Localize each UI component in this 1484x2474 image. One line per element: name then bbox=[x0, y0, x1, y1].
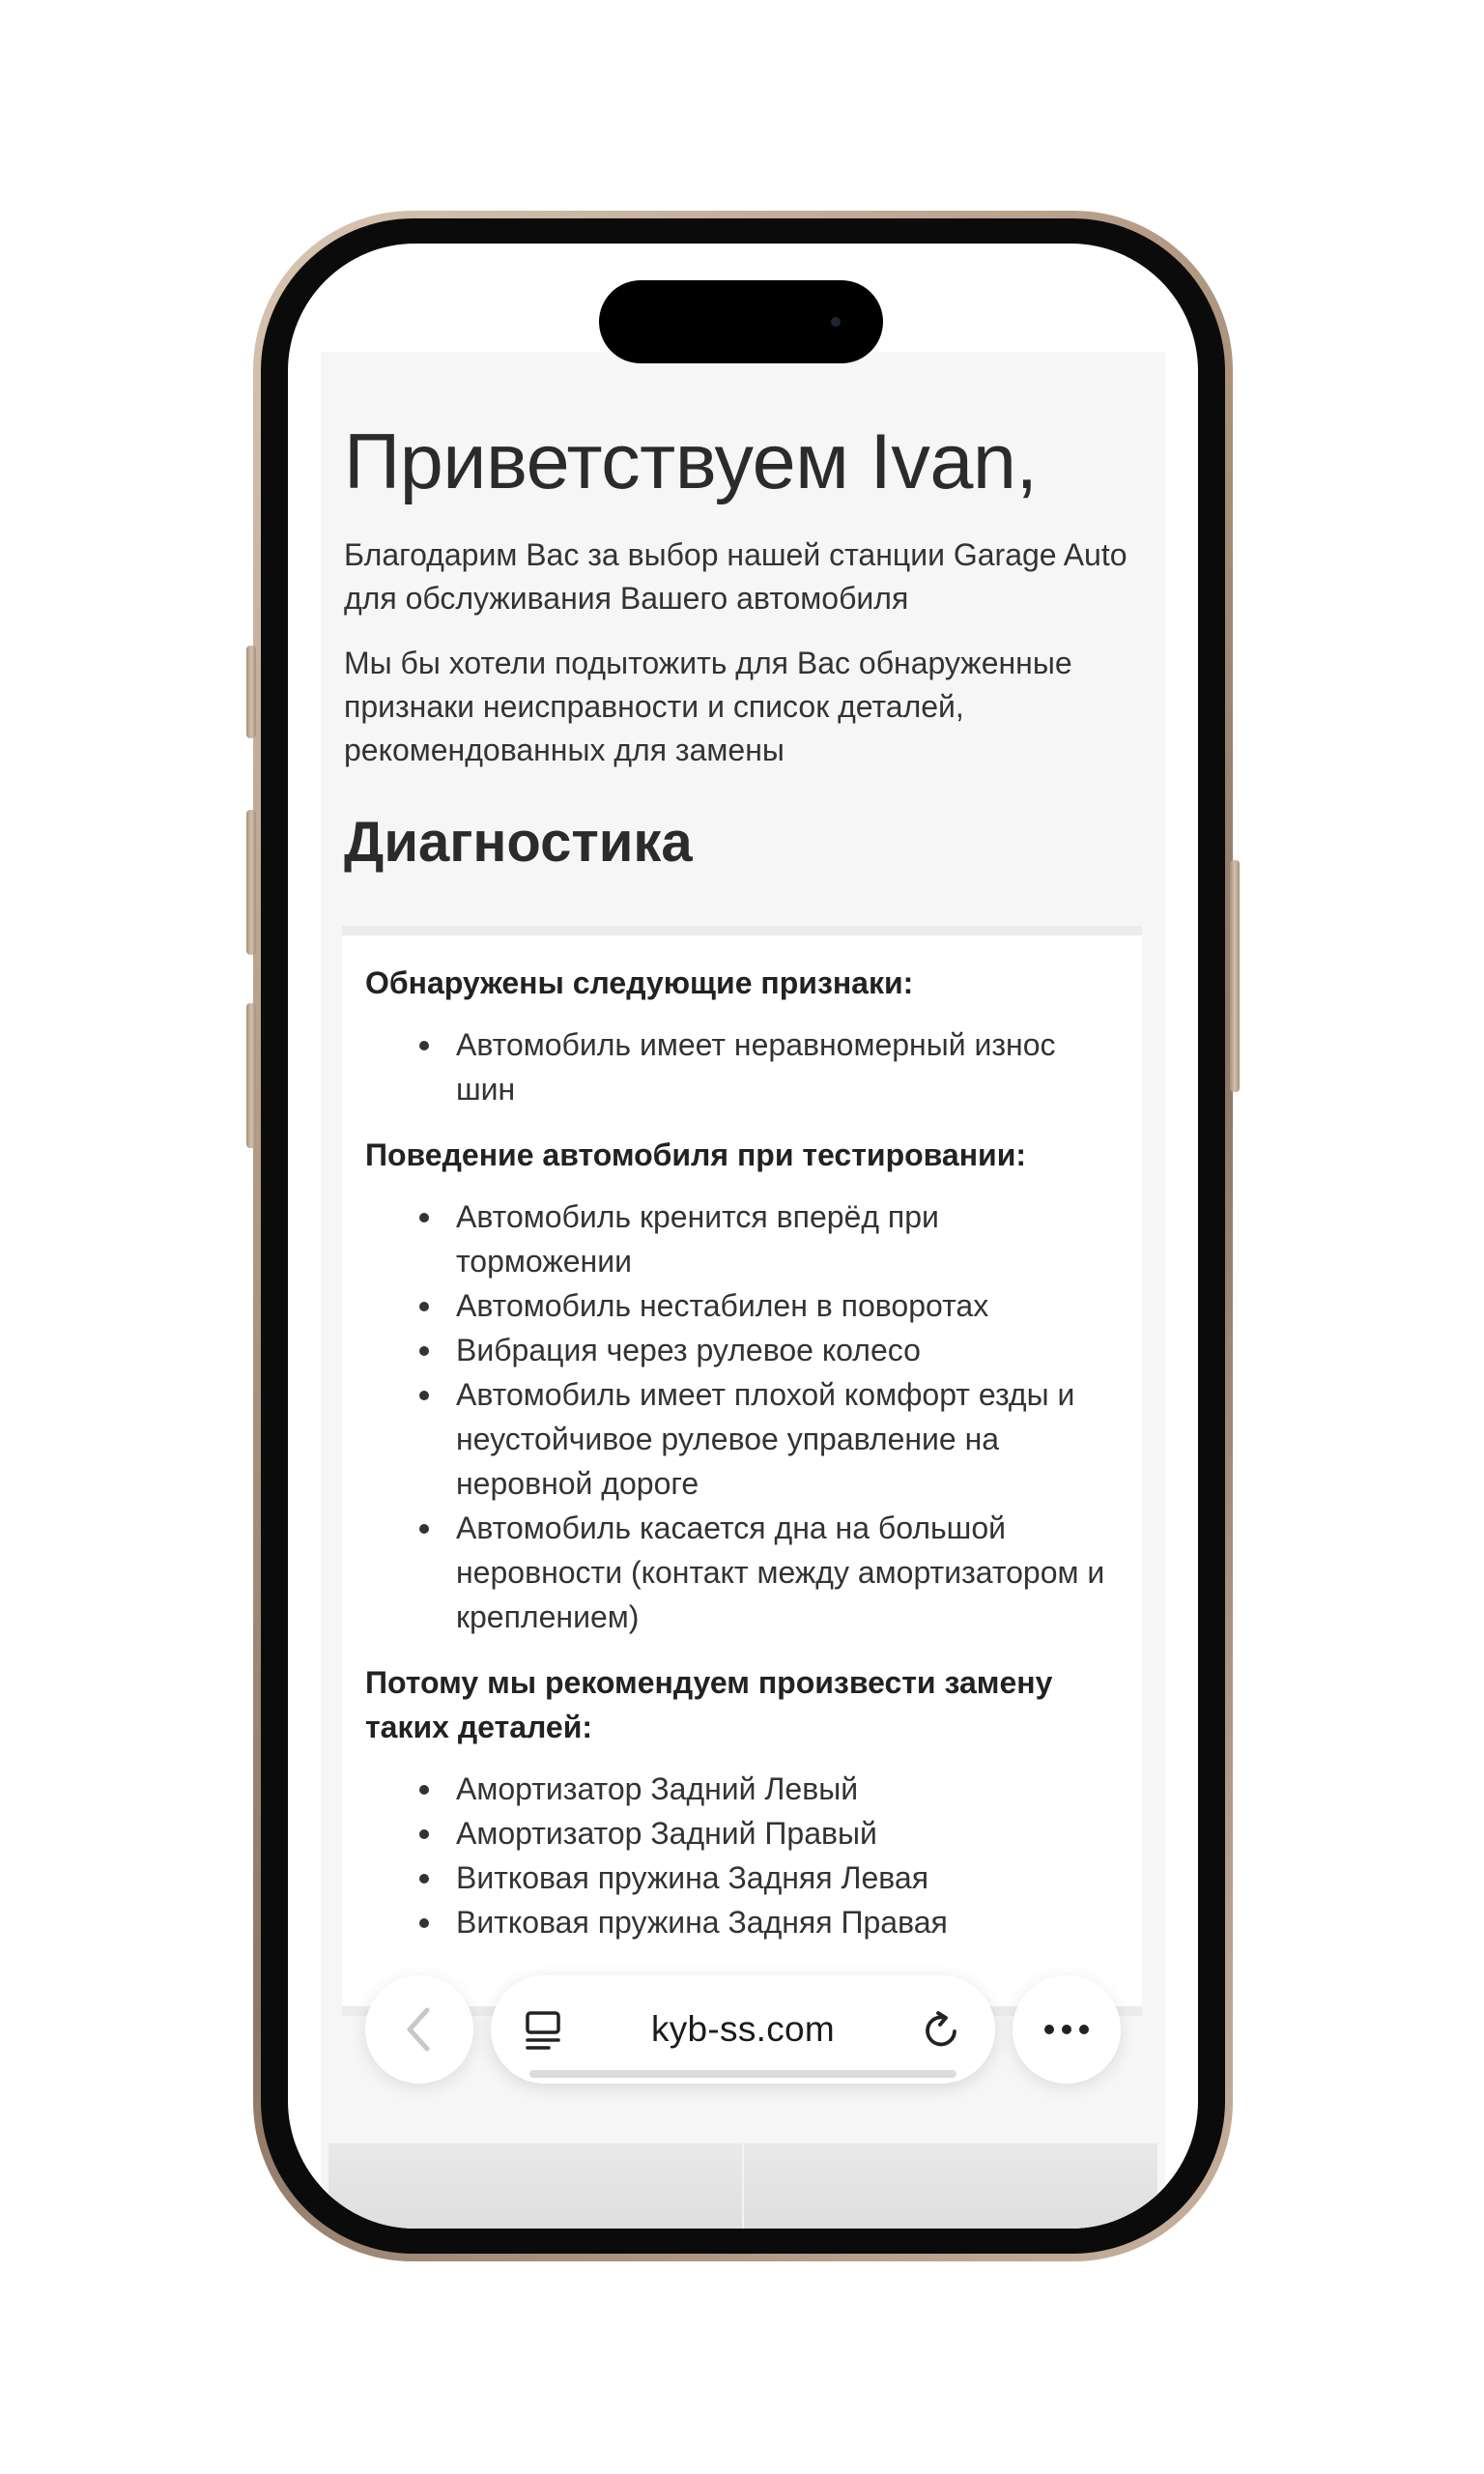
list-item: Витковая пружина Задняя Правая bbox=[456, 1900, 1119, 1944]
volume-down-button bbox=[246, 1003, 256, 1148]
diagnostics-card bbox=[342, 926, 1142, 2016]
list-item: Автомобиль имеет неравномерный износ шин bbox=[456, 1022, 1119, 1111]
intro-paragraph-2: Мы бы хотели подытожить для Вас обнаруженные признаки неисправности и список деталей, рекомендованных для замены bbox=[344, 646, 1072, 767]
list-item: Амортизатор Задний Правый bbox=[456, 1811, 1119, 1856]
greeting-heading: Приветствуем Ivan, bbox=[344, 418, 1038, 505]
content-divider bbox=[742, 2143, 744, 2229]
page-progress-bar bbox=[529, 2070, 956, 2078]
list-item: Амортизатор Задний Левый bbox=[456, 1767, 1119, 1811]
intro-paragraph-1: Благодарим Вас за выбор нашей станции Garage Auto для обслуживания Вашего автомобиля bbox=[344, 537, 1127, 616]
symptoms-list bbox=[365, 1022, 1119, 1111]
diagnostics-content bbox=[365, 961, 1119, 1966]
url-text[interactable]: kyb-ss.com bbox=[650, 2009, 836, 2049]
chevron-left-icon bbox=[400, 2004, 439, 2055]
section-title-diagnostics: Диагностика bbox=[344, 811, 693, 874]
more-button[interactable] bbox=[1013, 1975, 1121, 2084]
email-page[interactable] bbox=[321, 352, 1165, 2229]
list-item: Автомобиль кренится вперёд при торможении bbox=[456, 1194, 1119, 1283]
dynamic-island bbox=[599, 280, 883, 363]
next-content-block bbox=[328, 2143, 1157, 2229]
list-item: Автомобиль нестабилен в поворотах bbox=[456, 1283, 1119, 1328]
phone-screen bbox=[288, 244, 1198, 2229]
address-bar[interactable] bbox=[491, 1975, 995, 2084]
power-button bbox=[1230, 860, 1240, 1092]
reload-icon bbox=[922, 2010, 962, 2051]
recommendation-title: Потому мы рекомендуем произвести замену таких деталей: bbox=[365, 1665, 1053, 1744]
list-item: Вибрация через рулевое колесо bbox=[456, 1328, 1119, 1372]
parts-list bbox=[365, 1767, 1119, 1944]
symptoms-title: Обнаружены следующие признаки: bbox=[365, 965, 914, 1000]
list-item: Витковая пружина Задняя Левая bbox=[456, 1856, 1119, 1900]
list-item: Автомобиль имеет плохой комфорт езды и неустойчивое рулевое управление на неровной дороге bbox=[456, 1372, 1119, 1506]
action-button bbox=[246, 646, 256, 738]
reload-button[interactable] bbox=[922, 2010, 962, 2056]
back-button[interactable] bbox=[365, 1975, 473, 2084]
behavior-title: Поведение автомобиля при тестировании: bbox=[365, 1137, 1027, 1172]
browser-toolbar bbox=[288, 1966, 1198, 2101]
list-item: Автомобиль касается дна на большой неровности (контакт между амортизатором и креплением) bbox=[456, 1506, 1119, 1639]
more-icon bbox=[1042, 2023, 1091, 2036]
volume-up-button bbox=[246, 810, 256, 955]
camera-icon bbox=[831, 317, 841, 327]
behavior-list bbox=[365, 1194, 1119, 1639]
